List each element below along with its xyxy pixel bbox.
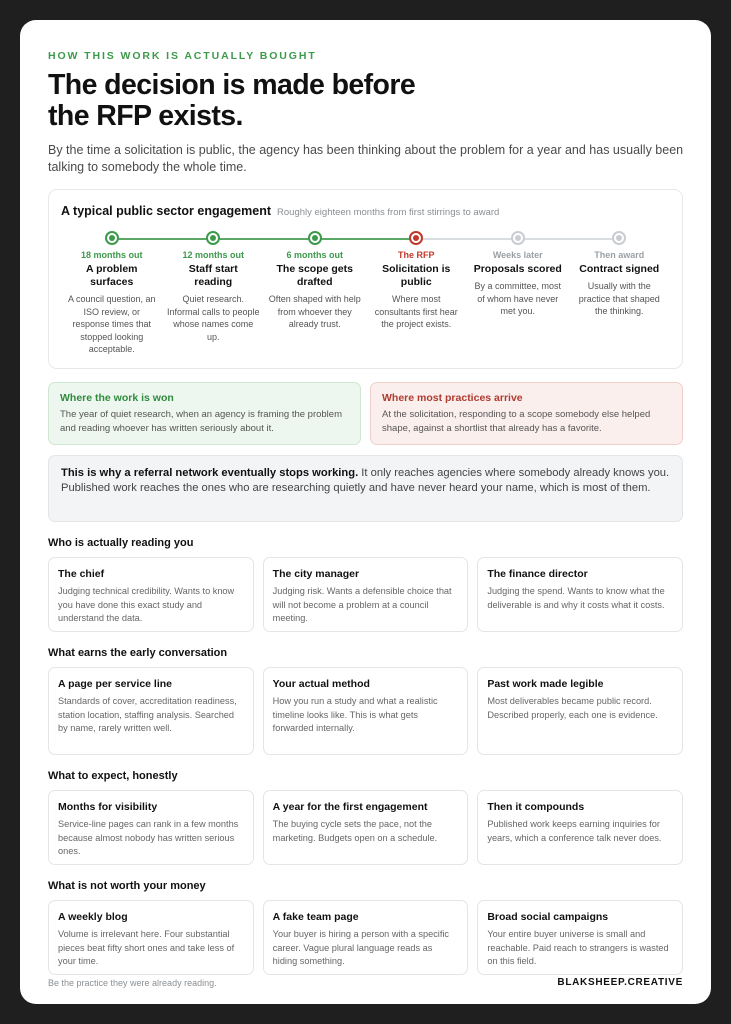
step-desc: A council question, an ISO review, or response times that stopped looking acceptable. (67, 294, 156, 354)
timeline-steps (61, 231, 670, 356)
step-title: Solicitation is public (382, 263, 451, 288)
timeline-step (264, 231, 366, 356)
step-desc: By a committee, most of whom have never met you. (474, 281, 562, 316)
step-when: 12 months out (182, 250, 244, 260)
callout-title: Where the work is won (60, 392, 174, 404)
card-title: The chief (58, 568, 105, 580)
timeline-step (163, 231, 265, 356)
section-title: What is not worth your money (48, 880, 206, 892)
timeline-step (61, 231, 163, 356)
callouts (48, 382, 683, 445)
card-title: A fake team page (272, 911, 359, 923)
card-row (48, 557, 683, 632)
card (48, 900, 254, 975)
section-title: What to expect, honestly (48, 770, 178, 782)
step-when: 18 months out (80, 250, 143, 260)
card-title: The finance director (487, 568, 588, 580)
card-title: A year for the first engagement (272, 801, 428, 813)
card (263, 790, 469, 865)
step-desc: Usually with the practice that shaped the thinking. (578, 281, 660, 316)
callout-where-practices-arrive (370, 382, 683, 445)
card-title: Then it compounds (487, 801, 585, 813)
lede: By the time a solicitation is public, the agency has been thinking about the problem for a year and has usually been talking to somebody the whole time. (48, 143, 684, 174)
card (48, 790, 254, 865)
step-dot-icon (511, 231, 525, 245)
section-title: Who is actually reading you (48, 537, 194, 549)
card-title: Broad social campaigns (487, 911, 609, 923)
card-body: Your buyer is hiring a person with a specific career. Vague plural language reads as hiding something. (272, 929, 450, 966)
step-dot-icon (612, 231, 626, 245)
step-dot-icon (105, 231, 119, 245)
card-body: How you run a study and what a realistic timeline looks like. This is what gets forwarded internally. (272, 696, 438, 733)
card-row (48, 900, 683, 975)
section-title: What earns the early conversation (48, 647, 228, 659)
step-when: Then award (594, 250, 645, 260)
card (263, 900, 469, 975)
step-desc: Often shaped with help from whoever they already trust. (268, 294, 361, 329)
card-body: Standards of cover, accreditation readiness, station location, staffing analysis. Searched by name, rarely written well. (58, 696, 237, 733)
timeline-title: A typical public sector engagement (61, 204, 272, 218)
referral-note-bold: This is why a referral network eventually stops working. (61, 467, 359, 479)
timeline-step (366, 231, 468, 356)
page-title: The decision is made before the RFP exists. (48, 69, 416, 132)
card-title: The city manager (272, 568, 360, 580)
step-title: Proposals scored (473, 263, 562, 275)
footer (48, 977, 683, 988)
section-not-worth-money (48, 880, 683, 975)
card (477, 790, 683, 865)
card-body: Volume is irrelevant here. Four substantial pieces beat fifty short ones and take less of your time. (58, 929, 235, 966)
timeline-step (569, 231, 671, 356)
timeline-card (48, 189, 683, 369)
eyebrow: HOW THIS WORK IS ACTUALLY BOUGHT (48, 50, 317, 62)
footer-tagline: Be the practice they were already reading. (48, 977, 217, 988)
step-dot-icon (308, 231, 322, 245)
card-body: Judging the spend. Wants to know what the deliverable is and why it costs what it costs. (487, 586, 665, 610)
card (48, 667, 254, 755)
card-body: Service-line pages can rank in a few months because almost nobody has written serious ones. (58, 819, 239, 856)
step-when: 6 months out (286, 250, 343, 260)
section-readers (48, 537, 683, 632)
card (48, 557, 254, 632)
card-row (48, 667, 683, 755)
referral-note-rest: It only reaches agencies where somebody already knows you. Published work reaches the ones who are researching quietly and have never heard your name, which is most of them. (61, 467, 670, 494)
step-title: The scope gets drafted (276, 263, 353, 288)
card (477, 667, 683, 755)
card-body: Your entire buyer universe is small and reachable. Paid reach to strangers is wasted on this field. (487, 929, 669, 966)
card-row (48, 790, 683, 865)
card-title: Your actual method (272, 678, 370, 690)
card (477, 900, 683, 975)
step-when: The RFP (397, 250, 435, 260)
timeline-header (61, 204, 670, 218)
card (477, 557, 683, 632)
section-expectations (48, 770, 683, 865)
card-body: Judging risk. Wants a defensible choice that will not become a problem at a council meeting. (272, 586, 452, 623)
card-title: A page per service line (58, 678, 172, 690)
callout-body: At the solicitation, responding to a scope somebody else helped shape, against a shortlist that already has a favorite. (382, 409, 651, 434)
card-body: The buying cycle sets the pace, not the marketing. Budgets open on a schedule. (272, 819, 438, 843)
card-body: Judging technical credibility. Wants to know you have done this exact study and understand the data. (58, 586, 235, 623)
callout-title: Where most practices arrive (382, 392, 523, 404)
referral-note (48, 455, 683, 522)
step-dot-icon (206, 231, 220, 245)
timeline-step (467, 231, 569, 356)
page (20, 20, 711, 1004)
step-when: Weeks later (492, 250, 543, 260)
step-title: A problem surfaces (85, 263, 138, 288)
step-title: Contract signed (579, 263, 660, 275)
card-title: Months for visibility (58, 801, 158, 813)
callout-body: The year of quiet research, when an agency is framing the problem and reading whoever has written seriously about it. (60, 409, 342, 434)
card (263, 557, 469, 632)
card (263, 667, 469, 755)
brand-logo: BLAKSHEEP.CREATIVE (557, 977, 683, 988)
card-title: Past work made legible (487, 678, 604, 690)
card-body: Most deliverables became public record. Described properly, each one is evidence. (487, 696, 658, 720)
step-desc: Quiet research. Informal calls to people whose names come up. (166, 294, 260, 342)
step-desc: Where most consultants first hear the project exists. (374, 294, 458, 329)
step-title: Staff start reading (188, 263, 238, 288)
timeline-subtitle: Roughly eighteen months from first stirrings to award (277, 207, 500, 218)
card-title: A weekly blog (58, 911, 128, 923)
section-early-conversation (48, 647, 683, 755)
callout-where-work-is-won (48, 382, 361, 445)
card-body: Published work keeps earning inquiries for years, which a conference talk never does. (487, 819, 662, 843)
step-dot-icon (409, 231, 423, 245)
